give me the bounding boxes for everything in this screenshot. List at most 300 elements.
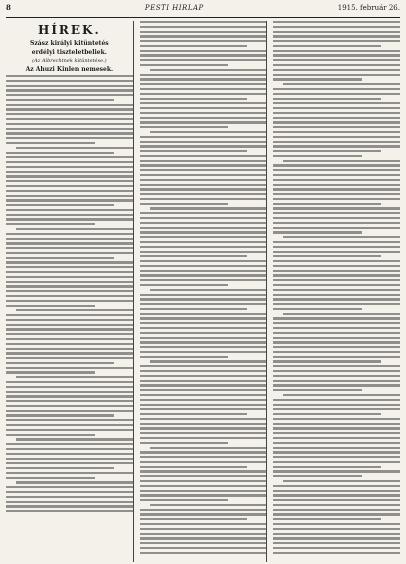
text-line [6,505,133,507]
text-line [140,327,267,329]
text-line [150,447,267,449]
text-line [6,290,133,292]
text-line [140,494,267,496]
text-line [6,496,133,498]
text-line [273,78,362,80]
text-line [140,21,267,23]
text-line [140,365,267,367]
text-line [140,351,267,353]
text-line [140,356,229,358]
text-line [273,131,400,133]
text-line [273,303,400,305]
text-line [140,346,267,348]
text-line [6,343,133,345]
text-line [6,305,95,307]
text-line [273,475,362,477]
text-line [140,466,248,468]
text-line [6,185,133,187]
text-line [140,375,267,377]
text-line [6,266,133,268]
text-line [273,270,400,272]
text-line [140,394,267,396]
text-line [273,255,381,257]
text-line [6,319,133,321]
text-line [140,145,267,147]
text-line [273,145,400,147]
text-line [273,341,400,343]
text-line [273,246,400,248]
text-line [6,89,133,91]
article-body-right [273,21,400,554]
text-line [140,236,267,238]
text-line [140,399,267,401]
byline: (Az Albrechtnek kitüntetése.) [32,58,107,64]
text-line [140,50,267,52]
text-line [273,294,400,296]
text-line [273,432,400,434]
text-line [140,169,267,171]
text-line [273,74,400,76]
text-line [140,370,267,372]
text-line [6,486,133,488]
text-line [6,195,133,197]
text-line [283,313,400,315]
text-line [140,265,267,267]
text-line [6,156,133,158]
text-line [273,289,400,291]
text-line [273,59,400,61]
text-line [6,371,95,373]
text-line [273,509,400,511]
text-line [6,108,133,110]
article-body-middle [140,21,267,554]
text-line [150,504,267,506]
text-line [6,467,114,469]
text-line [273,518,381,520]
text-line [273,365,400,367]
text-line [273,193,400,195]
text-line [6,123,133,125]
text-line [273,26,400,28]
text-line [140,461,267,463]
text-line [140,64,229,66]
text-line [283,83,400,85]
text-line [273,404,400,406]
text-line [273,528,400,530]
text-line [273,447,400,449]
text-line [273,499,400,501]
text-line [16,438,133,440]
article-body-left [6,75,133,512]
text-line [6,400,133,402]
subhead: Az Ahuzi Kinlen nemesek. [25,66,114,73]
text-line [6,152,114,154]
text-line [6,410,133,412]
text-line [6,501,133,503]
text-line [140,78,267,80]
text-line [140,442,229,444]
text-line [273,50,400,52]
text-line [6,113,133,115]
text-line [6,381,133,383]
text-line [6,477,95,479]
text-line [273,184,400,186]
text-line [273,93,400,95]
text-line [6,99,114,101]
text-line [273,542,400,544]
text-line [140,150,248,152]
text-line [140,284,229,286]
text-line [6,204,114,206]
text-line [273,461,400,463]
text-line [140,45,248,47]
text-line [6,142,95,144]
text-line [273,356,400,358]
text-line [6,223,95,225]
text-line [6,510,133,512]
text-line [273,136,400,138]
text-line [6,132,133,134]
text-line [140,294,267,296]
text-line [140,31,267,33]
text-line [6,472,133,474]
text-line [150,207,267,209]
text-line [273,547,400,549]
text-line [273,64,400,66]
text-line [6,276,133,278]
text-line [6,448,133,450]
text-line [273,203,381,205]
text-line [273,126,400,128]
text-line [273,241,400,243]
text-line [140,384,267,386]
text-line [140,485,267,487]
text-line [273,188,400,190]
text-line [140,203,229,205]
text-line [140,317,267,319]
text-line [16,147,133,149]
text-line [273,155,362,157]
text-line [273,54,400,56]
text-line [140,490,267,492]
text-line [273,40,400,42]
text-line [16,309,133,311]
text-line [140,35,267,37]
text-line [140,59,267,61]
text-line [6,252,133,254]
text-line [140,547,267,549]
text-line [273,504,400,506]
text-line [273,466,381,468]
text-line [273,212,400,214]
text-line [140,518,248,520]
text-line [6,247,133,249]
text-line [6,367,133,369]
text-line [6,238,133,240]
text-line [140,126,229,128]
text-line [273,98,381,100]
text-line [16,376,133,378]
text-line [273,537,400,539]
text-line [140,174,267,176]
text-line [140,274,267,276]
text-line [273,260,400,262]
text-line [6,424,133,426]
text-line [6,462,133,464]
text-line [140,246,267,248]
text-line [140,552,267,554]
text-line [6,338,133,340]
text-line [273,384,400,386]
text-line [140,93,267,95]
text-line [6,314,133,316]
text-line [273,337,400,339]
text-line [140,112,267,114]
text-line [140,184,267,186]
text-line [140,533,267,535]
text-line [140,188,267,190]
text-line [140,117,267,119]
text-line [6,328,133,330]
text-line [140,451,267,453]
text-line [273,227,400,229]
text-line [140,217,267,219]
text-line [140,164,267,166]
text-line [140,227,267,229]
text-line [6,118,133,120]
text-line [273,308,362,310]
text-line [6,453,133,455]
text-line [273,332,400,334]
text-line [273,217,400,219]
text-line [140,40,267,42]
text-line [273,45,381,47]
text-line [140,509,267,511]
column-right [273,21,400,562]
text-line [140,251,267,253]
text-line [273,413,381,415]
text-line [273,490,400,492]
text-line [273,351,400,353]
text-line [273,279,400,281]
newspaper-title: PESTI HIRLAP [144,4,204,12]
text-line [16,481,133,483]
text-line [273,427,400,429]
text-line [6,80,133,82]
text-line [140,470,267,472]
text-line [6,348,133,350]
text-line [6,271,133,273]
text-line [140,155,267,157]
text-line [6,218,133,220]
text-line [273,375,400,377]
text-line [140,198,267,200]
text-line [140,480,267,482]
text-line [273,423,400,425]
text-line [273,121,400,123]
text-line [273,69,400,71]
text-line [140,107,267,109]
text-line [273,150,381,152]
text-line [273,207,400,209]
text-line [273,494,400,496]
text-line [140,255,248,257]
text-line [140,432,267,434]
text-line [273,107,400,109]
text-line [6,214,133,216]
text-line [6,285,133,287]
text-line [273,198,400,200]
text-line [6,209,133,211]
section-header: HÍREK. [37,23,101,37]
text-line [140,523,267,525]
text-line [6,386,133,388]
text-line [140,98,248,100]
text-line [273,174,400,176]
text-line [140,222,267,224]
text-line [140,308,248,310]
text-line [6,257,114,259]
text-line [6,414,114,416]
text-line [140,413,248,415]
text-line [140,528,267,530]
text-line [140,427,267,429]
text-line [140,337,267,339]
text-line [273,523,400,525]
text-line [273,346,400,348]
text-line [140,241,267,243]
headline: Szász királyi kitüntetés [30,40,109,47]
text-line [140,408,267,410]
text-line [273,389,362,391]
text-line [140,121,267,123]
text-line [273,380,400,382]
text-line [6,443,133,445]
text-line [6,429,133,431]
text-line [140,341,267,343]
text-line [140,160,267,162]
text-line [140,212,267,214]
text-line [6,458,133,460]
text-line [6,391,133,393]
text-line [6,171,133,173]
text-line [6,419,133,421]
text-line [273,513,400,515]
text-line [6,362,114,364]
text-line [140,380,267,382]
text-line [6,395,133,397]
text-line [6,175,133,177]
text-line [140,141,267,143]
text-line [273,31,400,33]
columns [6,18,400,562]
text-line [273,274,400,276]
text-line [140,404,267,406]
text-line [273,265,400,267]
text-line [6,190,133,192]
text-line [140,303,267,305]
text-line [140,270,267,272]
text-line [273,485,400,487]
text-line [273,179,400,181]
text-line [283,160,400,162]
text-line [6,333,133,335]
text-line [273,222,400,224]
text-line [273,399,400,401]
headline-2: erdélyi tiszteletbeliek. [31,49,107,56]
text-line [6,300,133,302]
text-line [140,88,267,90]
text-line [273,327,400,329]
text-line [150,69,267,71]
text-line [273,437,400,439]
text-line [140,389,267,391]
text-line [6,166,133,168]
text-line [140,332,267,334]
text-line [140,542,267,544]
text-line [273,370,400,372]
text-line [140,231,267,233]
text-line [6,161,133,163]
text-line [6,324,133,326]
text-line [6,491,133,493]
text-line [273,552,400,554]
text-line [6,261,133,263]
text-line [6,94,133,96]
issue-date: 1915. február 26. [337,4,400,12]
text-line [273,88,400,90]
text-line [273,251,400,253]
text-line [283,236,400,238]
text-line [140,313,267,315]
text-line [6,434,95,436]
text-line [273,21,400,23]
text-line [273,442,400,444]
page-number: 8 [6,3,11,12]
text-line [273,317,400,319]
text-line [273,456,400,458]
text-line [273,112,400,114]
text-line [273,451,400,453]
text-line [6,295,133,297]
text-line [140,136,267,138]
text-line [6,352,133,354]
text-line [6,180,133,182]
text-line [273,408,400,410]
text-line [6,85,133,87]
text-line [273,322,400,324]
text-line [273,360,381,362]
text-line [283,394,400,396]
text-line [140,537,267,539]
text-line [140,499,229,501]
text-line [273,231,362,233]
text-line [6,128,133,130]
text-line [140,179,267,181]
text-line [140,423,267,425]
text-line [140,83,267,85]
text-line [140,102,267,104]
text-line [6,242,133,244]
text-line [140,54,267,56]
text-line [273,533,400,535]
text-line [273,35,400,37]
text-line [273,102,400,104]
text-line [273,117,400,119]
text-line [140,475,267,477]
text-line [150,360,267,362]
text-line [273,141,400,143]
